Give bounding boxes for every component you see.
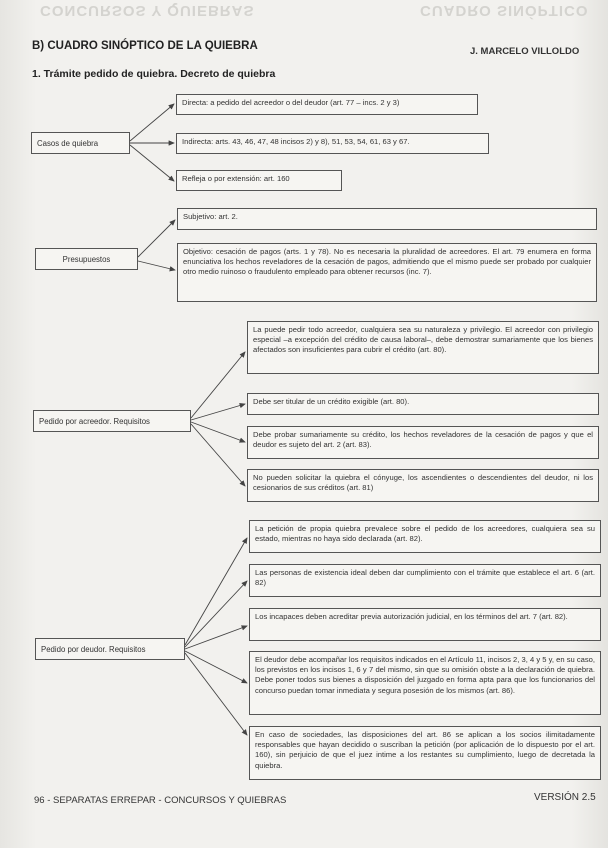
category-casos-de-quiebra	[31, 132, 130, 154]
presupuestos-item-subjetivo: Subjetivo: art. 2.	[177, 208, 597, 230]
page-subtitle: 1. Trámite pedido de quiebra. Decreto de quiebra	[32, 68, 276, 80]
category-label: Pedido por deudor. Requisitos	[41, 644, 146, 654]
deudor-item-1: La petición de propia quiebra prevalece sobre el pedido de los acreedores, cualquiera sea su estado, mientras no haya sido declarada (art. 82).	[249, 520, 601, 553]
deudor-item-4: El deudor debe acompañar los requisitos indicados en el Artículo 11, incisos 2, 3, 4 y 5 y, en su caso, los previstos en los incisos 1, 6 y 7 del mismo, sin que su omisión obste a la declaración de quiebra. Debe poner todos sus bienes a disposición del juzgado en forma apta para que los funcionarios del concurso puedan tomar inmediata y segura posesión de los mismos (art. 86).	[249, 651, 601, 715]
category-pedido-por-deudor	[35, 638, 185, 660]
acreedor-item-2: Debe ser titular de un crédito exigible (art. 80).	[247, 393, 599, 415]
footer-publication: 96 - SEPARATAS ERREPAR - CONCURSOS Y QUIEBRAS	[34, 795, 287, 806]
author-name: J. MARCELO VILLOLDO	[470, 46, 580, 57]
casos-item-refleja: Refleja o por extensión: art. 160	[176, 170, 342, 191]
footer-version: VERSIÓN 2.5	[534, 792, 596, 803]
deudor-item-2: Las personas de existencia ideal deben dar cumplimiento con el trámite que establece el art. 6 (art. 82)	[249, 564, 601, 597]
deudor-item-5: En caso de sociedades, las disposiciones del art. 86 se aplican a los socios ilimitadamente responsables que hayan decidido o suscriban la petición (por aplicación de lo dispuesto por el art. 160), sin perjuicio de que el juez intime a los restantes su cumplimiento, luego de decretada la quiebra.	[249, 726, 601, 780]
category-pedido-por-acreedor	[33, 410, 191, 432]
acreedor-item-4: No pueden solicitar la quiebra el cónyuge, los ascendientes o descendientes del deudor, ni los cesionarios de sus créditos (art. 81)	[247, 469, 599, 502]
deudor-item-3: Los incapaces deben acreditar previa autorización judicial, en los términos del art. 7 (art. 82).	[249, 608, 601, 641]
acreedor-item-3: Debe probar sumariamente su crédito, los hechos reveladores de la cesación de pagos y que el deudor es sujeto del art. 2 (art. 83).	[247, 426, 599, 459]
category-presupuestos	[35, 248, 138, 270]
casos-item-directa: Directa: a pedido del acreedor o del deudor (art. 77 – incs. 2 y 3)	[176, 94, 478, 115]
category-label: Pedido por acreedor. Requisitos	[39, 416, 150, 426]
category-label: Presupuestos	[62, 254, 111, 264]
bleed-through-text-right: CUADRO SINÓPTICO	[420, 2, 589, 19]
presupuestos-item-objetivo: Objetivo: cesación de pagos (arts. 1 y 78). No es necesaria la pluralidad de acreedores. El art. 79 enumera en forma enunciativa los hechos reveladores de la cesación de pagos, admitiendo que el mismo puede ser probado por cualquier otro medio ruinoso o fraudulento empleado para obtener recursos (inc. 7).	[177, 243, 597, 302]
casos-item-indirecta: Indirecta: arts. 43, 46, 47, 48 incisos 2) y 8), 51, 53, 54, 61, 63 y 67.	[176, 133, 489, 154]
bleed-through-text-left: CONCURSOS Y QUIEBRAS	[40, 2, 255, 19]
acreedor-item-1: La puede pedir todo acreedor, cualquiera sea su naturaleza y privilegio. El acreedor con privilegio especial –a excepción del crédito de causa laboral–, debe demostrar sumariamente que los bienes afectados son insuficientes para cubrir el crédito (art. 80).	[247, 321, 599, 374]
category-label: Casos de quiebra	[37, 138, 99, 148]
section-title: B) CUADRO SINÓPTICO DE LA QUIEBRA	[32, 40, 258, 52]
